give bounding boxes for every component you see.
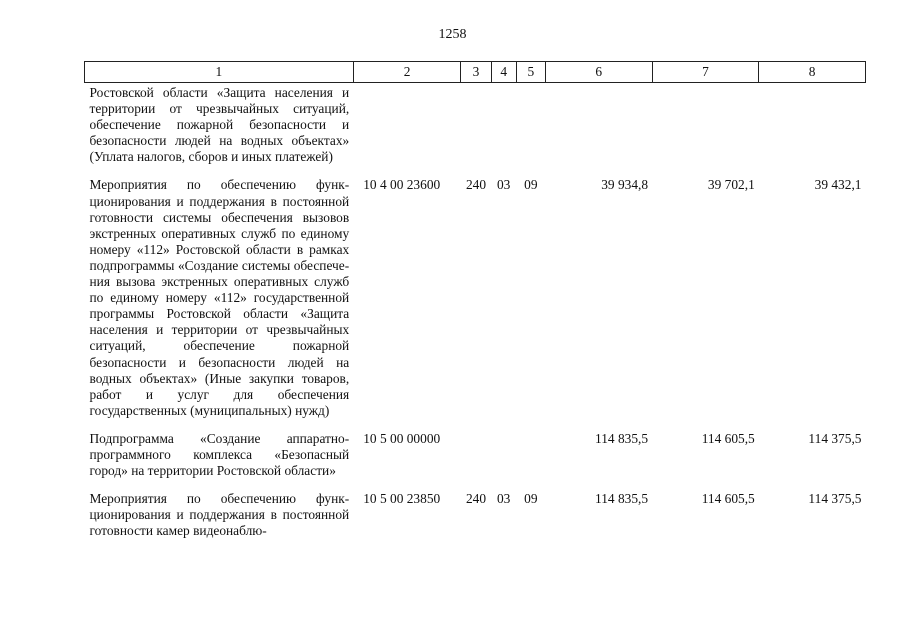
row-subsection	[516, 83, 545, 166]
row-section: 03	[496, 491, 511, 507]
row-expense-type: 240	[465, 491, 487, 507]
row-section: 03	[496, 177, 511, 193]
row-value-col-8: 114 375,5	[808, 430, 862, 446]
header-col-1: 1	[85, 62, 354, 83]
row-value-col-7: 114 605,5	[701, 430, 755, 446]
row-description: Мероприятия по обеспечению функционирования и поддержания в постоянной готовности камер видеонаблю-	[89, 491, 350, 539]
row-value-col-6: 114 835,5	[595, 491, 649, 507]
table-row	[85, 175, 866, 418]
row-subsection	[516, 429, 545, 479]
row-spacer	[85, 419, 866, 429]
row-value-col-7: 39 702,1	[707, 177, 755, 193]
row-value-col-6: 114 835,5	[595, 430, 649, 446]
row-value-col-7	[652, 83, 759, 166]
row-value-col-8: 114 375,5	[808, 491, 862, 507]
row-value-col-7: 114 605,5	[701, 491, 755, 507]
header-col-7: 7	[652, 62, 759, 83]
header-col-8: 8	[759, 62, 866, 83]
table-row	[85, 489, 866, 539]
row-expense-type	[461, 429, 491, 479]
row-section	[491, 83, 516, 166]
table-row	[85, 429, 866, 479]
row-value-col-8	[759, 83, 866, 166]
row-target-code: 10 4 00 23600	[363, 177, 441, 193]
row-expense-type: 240	[465, 177, 487, 193]
row-spacer	[85, 165, 866, 175]
row-target-code: 10 5 00 23850	[363, 491, 441, 507]
row-spacer	[85, 479, 866, 489]
header-col-3: 3	[461, 62, 491, 83]
row-expense-type	[461, 83, 491, 166]
budget-table	[84, 61, 866, 539]
header-col-5: 5	[516, 62, 545, 83]
table-row	[85, 83, 866, 166]
row-value-col-6: 39 934,8	[601, 177, 649, 193]
row-description: Мероприятия по обеспечению функционирования и поддержания в постоянной готовности системы обеспечения вызовов экстренных оперативных служб по единому номеру «112» Ростовской области в рамках подпрограммы «Создание системы обеспечения вызова экстренных оперативных служб по единому номеру «112» государственной программы Ростовской области «Защита населения и территории от чрезвычайных ситуаций, обеспечение пожарной безопасности и безопасности людей на водных объектах» (Иные закупки товаров, работ и услуг для обеспечения государственных (муниципальных) нужд)	[89, 177, 350, 418]
header-col-4: 4	[491, 62, 516, 83]
table-header-row	[85, 62, 866, 83]
header-col-2: 2	[353, 62, 461, 83]
row-subsection: 09	[524, 177, 538, 193]
row-description: Ростовской области «Защита населения и территории от чрезвычайных ситуаций, обеспечение пожарной безопасности и безопасности людей на водных объектах» (Уплата налогов, сборов и иных платежей)	[89, 85, 350, 165]
row-description: Подпрограмма «Создание аппаратно-программного комплекса «Безопасный город» на территории Ростовской области»	[89, 430, 350, 479]
header-col-6: 6	[545, 62, 652, 83]
row-section	[491, 429, 516, 479]
row-value-col-8: 39 432,1	[814, 177, 862, 193]
row-subsection: 09	[524, 491, 538, 507]
row-target-code: 10 5 00 00000	[363, 430, 441, 446]
row-target-code	[353, 83, 461, 166]
row-value-col-6	[545, 83, 652, 166]
page-number: 1258	[438, 27, 467, 42]
